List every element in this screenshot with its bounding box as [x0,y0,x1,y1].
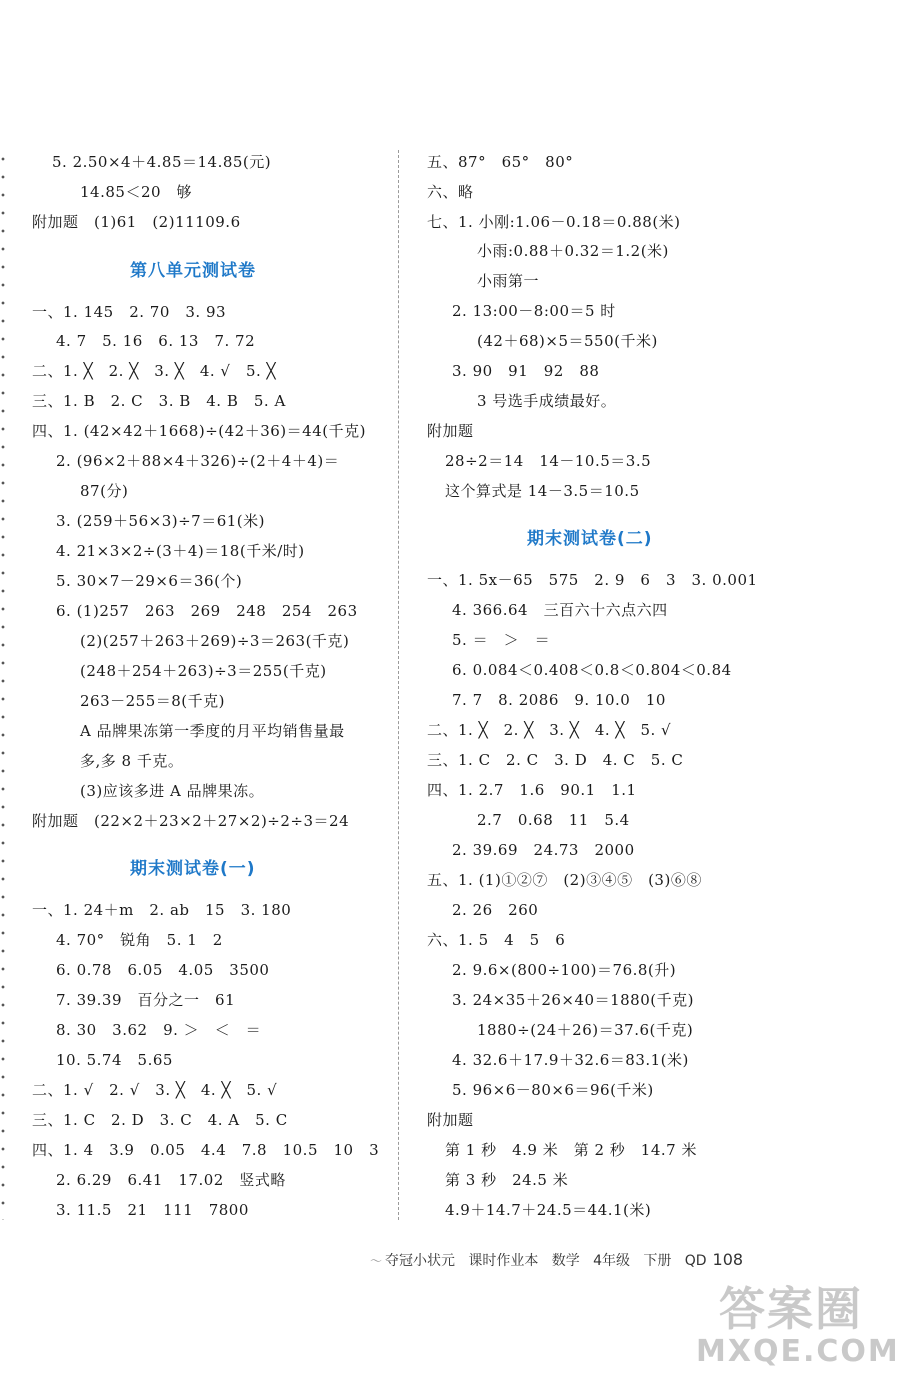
left-answer-line: 14.85＜20 够 [80,183,193,201]
left-answer-line: 三、1. B 2. C 3. B 4. B 5. A [32,392,286,410]
watermark-bottom: MXQE.COM [696,1334,900,1369]
right-answer-line: 六、1. 5 4 5 6 [427,931,566,949]
right-answer-line: 附加题 [427,422,474,440]
right-answer-line: 第 1 秒 4.9 米 第 2 秒 14.7 米 [445,1141,697,1159]
binding-dots [0,150,6,1220]
left-answer-line: 附加题 (22×2＋23×2＋27×2)÷2÷3＝24 [32,812,350,830]
right-answer-line: 五、1. (1)①②⑦ (2)③④⑤ (3)⑥⑧ [427,871,702,889]
right-answer-line: 三、1. C 2. C 3. D 4. C 5. C [427,751,684,769]
right-answer-line: 四、1. 2.7 1.6 90.1 1.1 [427,781,637,799]
footer-term: 下册 [643,1253,672,1269]
watermark-logo [696,1282,900,1378]
footer-series: 课时作业本 [468,1253,539,1269]
left-answer-line: 附加题 (1)61 (2)11109.6 [32,213,241,231]
right-answer-line: 这个算式是 14－3.5＝10.5 [445,482,640,500]
section-heading: 期末测试卷(一) [130,859,256,879]
right-answer-line: 第 3 秒 24.5 米 [445,1171,569,1189]
right-answer-line: 2. 9.6×(800÷100)＝76.8(升) [452,961,677,979]
footer-brand: 夺冠小状元 [385,1253,456,1269]
page-footer [370,1250,743,1270]
right-answer-line: 6. 0.084＜0.408＜0.8＜0.804＜0.84 [452,661,732,679]
footer-edition: QD [684,1253,707,1269]
left-answer-line: 一、1. 145 2. 70 3. 93 [32,303,227,321]
right-answer-line: 2. 13:00－8:00＝5 时 [452,302,616,320]
section-heading: 期末测试卷(二) [527,529,653,549]
left-answer-line: 263－255＝8(千克) [80,692,226,710]
footer-grade: 4年级 [593,1253,631,1269]
left-answer-line: 4. 70° 锐角 5. 1 2 [56,931,223,949]
left-answer-line: 4. 7 5. 16 6. 13 7. 72 [56,332,256,350]
right-answer-line: 3. 90 91 92 88 [452,362,600,380]
right-answer-line: 2.7 0.68 11 5.4 [477,811,630,829]
left-answer-line: 6. (1)257 263 269 248 254 263 [56,602,358,620]
section-heading: 第八单元测试卷 [130,261,256,281]
brand-swoosh-icon: 〜 [370,1254,383,1268]
left-answer-line: (248＋254＋263)÷3＝255(千克) [80,662,327,680]
left-answer-line: A 品牌果冻第一季度的月平均销售量最 [80,722,345,740]
right-answer-line: 2. 39.69 24.73 2000 [452,841,635,859]
right-answer-line: 28÷2＝14 14－10.5＝3.5 [445,452,652,470]
right-answer-line: 小雨:0.88＋0.32＝1.2(米) [477,242,669,260]
watermark-top: 答案圈 [719,1282,863,1336]
left-answer-line: 7. 39.39 百分之一 61 [56,991,236,1009]
right-answer-line: 二、1. ╳ 2. ╳ 3. ╳ 4. ╳ 5. √ [427,721,672,739]
right-answer-line: 六、略 [427,183,474,201]
left-answer-line: 10. 5.74 5.65 [56,1051,173,1069]
left-answer-line: 8. 30 3.62 9. ＞ ＜ ＝ [56,1021,262,1039]
left-answer-line: 一、1. 24＋m 2. ab 15 3. 180 [32,901,292,919]
right-answer-line: (42＋68)×5＝550(千米) [477,332,658,350]
right-answer-line: 3. 24×35＋26×40＝1880(千克) [452,991,694,1009]
left-answer-line: 5. 2.50×4＋4.85＝14.85(元) [52,153,272,171]
left-answer-line: 6. 0.78 6.05 4.05 3500 [56,961,270,979]
right-answer-line: 5. ＝ ＞ ＝ [452,631,551,649]
column-divider [398,150,399,1220]
right-answer-line: 4. 32.6＋17.9＋32.6＝83.1(米) [452,1051,689,1069]
right-answer-line: 1880÷(24＋26)＝37.6(千克) [477,1021,694,1039]
right-answer-line: 五、87° 65° 80° [427,153,574,171]
right-answer-line: 小雨第一 [477,272,540,290]
left-answer-line: (3)应该多进 A 品牌果冻。 [80,782,265,800]
left-answer-line: 2. 6.29 6.41 17.02 竖式略 [56,1171,286,1189]
left-answer-line: 四、1. 4 3.9 0.05 4.4 7.8 10.5 10 3 [32,1141,380,1159]
right-answer-line: 3 号选手成绩最好。 [477,392,617,410]
left-answer-line: 87(分) [80,482,129,500]
left-answer-line: 2. (96×2＋88×4＋326)÷(2＋4＋4)＝ [56,452,340,470]
left-answer-line: 4. 21×3×2÷(3＋4)＝18(千米/时) [56,542,305,560]
left-answer-line: 3. (259＋56×3)÷7＝61(米) [56,512,266,530]
left-answer-line: 二、1. ╳ 2. ╳ 3. ╳ 4. √ 5. ╳ [32,362,277,380]
right-answer-line: 4. 366.64 三百六十六点六四 [452,601,668,619]
left-answer-line: 多,多 8 千克。 [80,752,184,770]
left-answer-line: 二、1. √ 2. √ 3. ╳ 4. ╳ 5. √ [32,1081,278,1099]
right-answer-line: 附加题 [427,1111,474,1129]
right-answer-line: 7. 7 8. 2086 9. 10.0 10 [452,691,666,709]
right-answer-line: 5. 96×6－80×6＝96(千米) [452,1081,654,1099]
left-answer-line: 5. 30×7－29×6＝36(个) [56,572,243,590]
right-answer-line: 七、1. 小刚:1.06－0.18＝0.88(米) [427,213,681,231]
page-number: 108 [712,1250,744,1269]
left-answer-line: 三、1. C 2. D 3. C 4. A 5. C [32,1111,288,1129]
left-answer-line: (2)(257＋263＋269)÷3＝263(千克) [80,632,350,650]
right-answer-line: 一、1. 5x－65 575 2. 9 6 3 3. 0.001 [427,571,758,589]
right-answer-line: 2. 26 260 [452,901,539,919]
footer-subject: 数学 [551,1253,580,1269]
left-answer-line: 四、1. (42×42＋1668)÷(42＋36)＝44(千克) [32,422,366,440]
right-answer-line: 4.9＋14.7＋24.5＝44.1(米) [445,1201,652,1219]
left-answer-line: 3. 11.5 21 111 7800 [56,1201,249,1219]
